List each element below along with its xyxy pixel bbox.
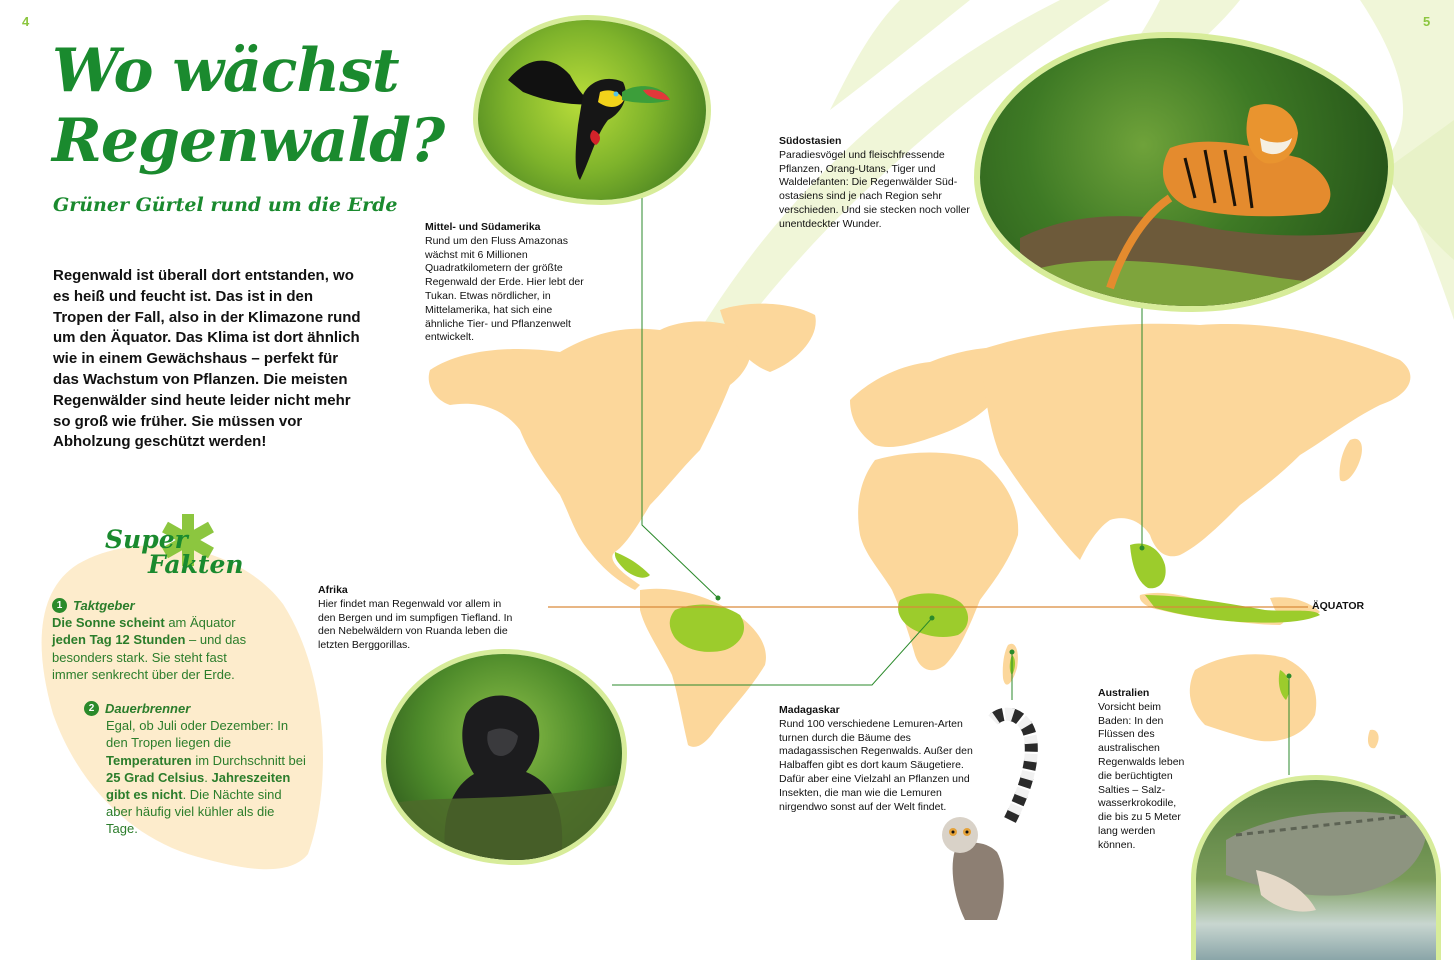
facts-title-line1: Super (105, 525, 188, 554)
fact-1-number-badge: 1 (52, 598, 67, 613)
tiger-icon (980, 38, 1388, 306)
page-subtitle: Grüner Gürtel rund um die Erde (53, 194, 398, 216)
caption-madagaskar-text: Rund 100 verschiedene Lemuren-Arten turnen durch die Bäume des madagassischen Regenwalds. Außer den Halbaffen gibt es dort kaum Säugetiere. Dafür aber eine Vielzahl an Pflanzen und Insekten, die man wie die Lemuren nirgendwo sonst auf der Welt findet. (779, 717, 973, 813)
gorilla-photo (386, 654, 622, 860)
fact-1-text-part: jeden Tag 12 Stunden (52, 632, 186, 648)
caption-madagaskar-heading: Madagaskar (779, 704, 840, 716)
fact-1-text (52, 614, 262, 683)
caption-amerika-text: Rund um den Fluss Amazonas wächst mit 6 Millionen Quadratkilometern der größte Regenwald der Erde. Hier lebt der Tukan. Etwas nördlicher, in Mittelamerika, hat sich eine ähnliche Tier- und Pflanzenwelt entwickelt. (425, 234, 584, 344)
fact-2-text-part: im Durchschnitt bei (191, 752, 306, 768)
caption-afrika-heading: Afrika (318, 584, 348, 596)
caption-australien-text: Vorsicht beim Baden: In den Flüssen des australischen Regenwalds leben die berüchtigten Salties – Salzwasserkrokodile, die bis zu 5 Meter lang werden können. (1098, 700, 1185, 851)
connector-amerika (642, 190, 718, 598)
gorilla-icon (386, 654, 622, 860)
fact-2-title: Dauerbrenner (105, 701, 191, 716)
fact-1-text-part: Die Sonne scheint (52, 615, 165, 631)
fact-2-text-part: . Die Nächte sind aber häufig viel kühler als die Tage. (106, 787, 282, 837)
equator-label: ÄQUATOR (1312, 600, 1365, 612)
fact-2-text-part: Jahreszeiten gibt es nicht (106, 769, 291, 803)
fact-2-text-part: 25 Grad Celsius (106, 769, 205, 785)
toucan-icon (478, 20, 706, 200)
caption-suedostasien-heading: Südostasien (779, 135, 842, 147)
fact-1 (52, 597, 262, 683)
caption-suedostasien-text: Paradiesvögel und fleischfressende Pflanzen, Orang-Utans, Tiger und Waldelefanten: Die Regenwälder Südostasiens sind je nach Region sehr verschieden. Und sie stecken noch voller unentdeckter Wunder. (779, 148, 970, 230)
fact-2-heading (84, 700, 306, 717)
fact-2-text-part: . (204, 769, 212, 785)
page-title: Wo wächst Regenwald? (52, 36, 445, 176)
intro-paragraph: Regenwald ist überall dort entstanden, wo es heiß und feucht ist. Das ist in den Tropen der Fall, also in der Klimazone rund um den Äquator. Das Klima ist dort ähnlich wie in einem Gewächshaus – perfekt für das Wachstum von Pflanzen. Die meisten Regenwälder sind heute leider nicht mehr so groß wie früher. Sie müssen vor Abholzung geschützt werden! (53, 267, 361, 451)
caption-amerika-heading: Mittel- und Südamerika (425, 221, 541, 233)
fact-2 (88, 700, 306, 838)
fact-1-title: Taktgeber (73, 598, 135, 613)
fact-2-number-badge: 2 (84, 701, 99, 716)
fact-1-text-part: – und das besonders stark. Sie steht fast immer senkrecht über der Erde. (52, 632, 247, 682)
caption-afrika-text: Hier findet man Regenwald vor allem in den Bergen und im sumpfigen Tiefland. In den Nebelwäldern von Ruanda leben die letzten Berggorillas. (318, 597, 513, 652)
fact-2-text-part: Egal, ob Juli oder Dezember: In den Tropen liegen die (106, 718, 289, 751)
facts-title-line2: Fakten (148, 550, 244, 579)
connector-afrika (612, 618, 932, 685)
page-number-left: 4 (22, 14, 30, 29)
toucan-photo (478, 20, 706, 200)
fact-1-heading (52, 597, 262, 614)
caption-australien (1098, 687, 1190, 853)
fact-2-text (106, 717, 306, 837)
page-number-right: 5 (1423, 14, 1431, 29)
caption-amerika (425, 221, 585, 345)
fact-2-text-part: Temperaturen (106, 752, 192, 768)
tiger-photo (980, 38, 1388, 306)
caption-afrika (318, 584, 518, 653)
caption-australien-heading: Australien (1098, 687, 1150, 699)
fact-1-text-part: am Äquator (164, 615, 236, 631)
caption-madagaskar (779, 704, 979, 814)
caption-suedostasien (779, 135, 979, 232)
